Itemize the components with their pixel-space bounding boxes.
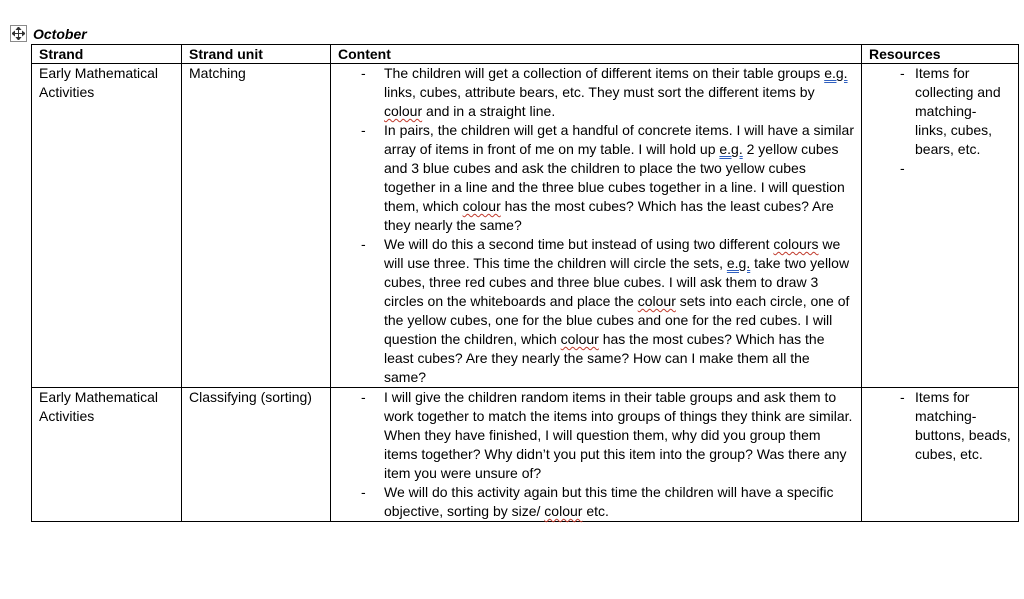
strand-unit-cell[interactable]: Matching (182, 64, 331, 388)
content-item (338, 64, 854, 121)
content-text: We will do this a second time but instead of using two different (384, 236, 774, 252)
spelling-flag-word: colour (637, 293, 676, 309)
strand-cell[interactable]: Early Mathematical Activities (32, 64, 182, 388)
lesson-plan-table (31, 44, 1019, 522)
content-text: has the most cubes? Which has the least cubes? Are they nearly the same? (384, 198, 834, 233)
content-text: sets into each circle, one of the yellow cubes, one for the blue cubes and one for the red cubes. I will question the children, which (384, 293, 850, 347)
content-text: I will give the children random items in their table groups and ask them to work together to match the items into groups of things they think are similar. When they have finished, I will question them, why did you group them items together? Why didn’t you put this item into the group? Was there any item you were unsure of? (384, 389, 853, 481)
table-row (32, 388, 1019, 522)
grammar-flag-word: e.g. (719, 141, 743, 157)
content-list (338, 388, 854, 521)
content-item (338, 121, 854, 235)
content-text: and in a straight line. (422, 103, 556, 119)
content-text: links, cubes, attribute bears, etc. They must sort the different items by (384, 84, 815, 100)
content-item (338, 388, 854, 483)
content-text: take two yellow cubes, three red cubes and three blue cubes. I will ask them to draw 3 circles on the whiteboards and place the (384, 255, 850, 309)
spelling-flag-word: colour (462, 198, 501, 214)
resource-item: - Items for collecting and matching- links, cubes, bears, etc. (869, 64, 1011, 159)
spelling-flag-word: colour (544, 503, 583, 519)
resources-list (869, 388, 1011, 464)
content-item (338, 235, 854, 387)
spelling-flag-word: colour (560, 331, 599, 347)
grammar-flag-word: e.g. (726, 255, 751, 271)
content-text: In pairs, the children will get a handful of concrete items. I will have a similar array of items in front of me on my table. I will hold up (384, 122, 854, 157)
resources-cell[interactable] (862, 388, 1019, 522)
content-text: etc. (582, 503, 609, 519)
header-strand: Strand (32, 45, 182, 64)
table-row (32, 64, 1019, 388)
month-heading: October (33, 26, 87, 42)
content-text: we will use three. This time the children will circle the sets, (384, 236, 841, 271)
spelling-flag-word: colour (384, 103, 423, 119)
resources-list (869, 64, 1011, 159)
spelling-flag-word: colours (773, 236, 819, 252)
table-header-row (32, 45, 1019, 64)
resource-item: - Items for matching- buttons, beads, cubes, etc. (869, 388, 1011, 464)
header-resources: Resources (862, 45, 1019, 64)
content-cell[interactable] (331, 64, 862, 388)
strand-cell[interactable]: Early Mathematical Activities (32, 388, 182, 522)
content-text: We will do this activity again but this time the children will have a specific objective, sorting by size/ (384, 484, 834, 519)
content-text: 2 yellow cubes and 3 blue cubes and ask the children to place the two yellow cubes together in a line and the three blue cubes together in a line. I will question them, which (384, 141, 845, 214)
move-arrows-icon (12, 27, 25, 40)
content-text: has the most cubes? Which has the least cubes? Are they nearly the same? How can I make them all the same? (384, 331, 825, 385)
content-item (338, 483, 854, 521)
header-strand-unit: Strand unit (182, 45, 331, 64)
content-text: The children will get a collection of different items on their table groups (384, 65, 825, 81)
grammar-flag-word: e.g. (824, 65, 848, 81)
resources-cell[interactable] (862, 64, 1019, 388)
table-move-handle[interactable] (10, 25, 27, 42)
content-list (338, 64, 854, 387)
content-cell[interactable] (331, 388, 862, 522)
header-content: Content (331, 45, 862, 64)
strand-unit-cell[interactable]: Classifying (sorting) (182, 388, 331, 522)
